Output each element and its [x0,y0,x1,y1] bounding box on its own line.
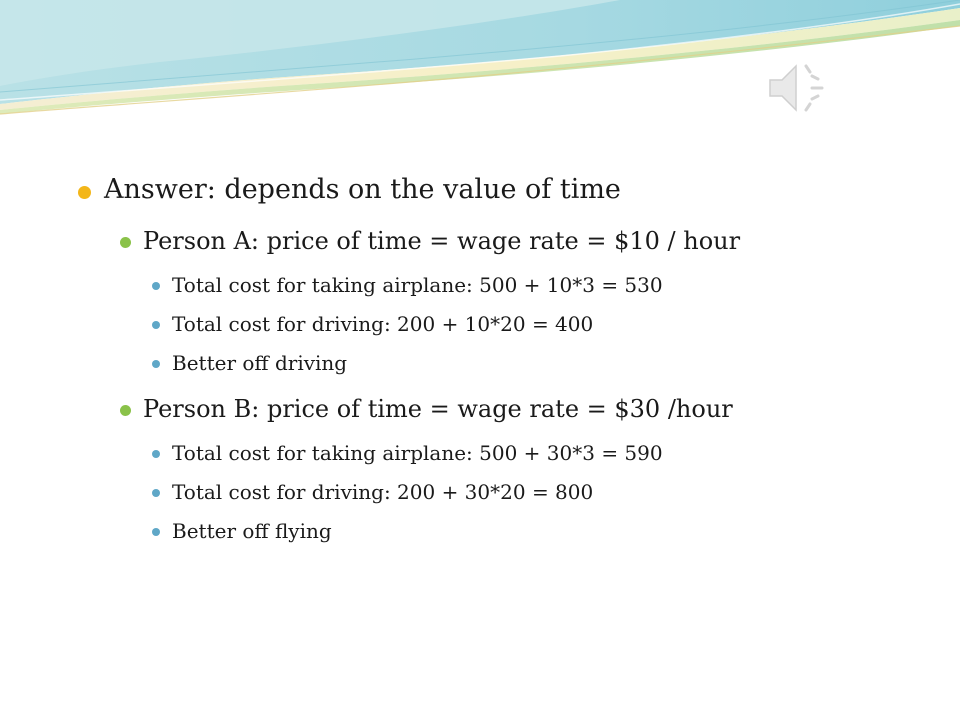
bullet-answer [104,174,621,205]
bullet-marker [120,237,131,248]
bullet-text: Better off flying [172,519,332,543]
bullet-person-a [143,227,740,255]
bullet-marker [152,450,160,458]
bullet-marker [152,528,160,536]
bullet-text: Better off driving [172,351,348,375]
bullet-text: Total cost for driving: 200 + 10*20 = 400 [172,312,594,336]
bullet-marker [152,321,160,329]
bullet-text: Total cost for taking airplane: 500 + 10*3 = 530 [172,273,663,297]
bullet-a-driving [172,312,593,336]
bullet-a-airplane [172,273,663,297]
bullet-text: Total cost for taking airplane: 500 + 30*3 = 590 [172,441,663,465]
bullet-text: Total cost for driving: 200 + 30*20 = 800 [172,480,594,504]
bullet-marker [152,282,160,290]
bullet-person-b [143,395,733,423]
bullet-text: Answer: depends on the value of time [104,174,621,205]
bullet-b-driving [172,480,593,504]
bullet-text: Person B: price of time = wage rate = $30 /hour [143,395,733,423]
bullet-text: Person A: price of time = wage rate = $10 / hour [143,227,741,255]
bullet-marker [152,360,160,368]
bullet-marker [152,489,160,497]
bullet-a-result [172,351,347,375]
bullet-marker [78,186,91,199]
bullet-b-airplane [172,441,663,465]
bullet-marker [120,405,131,416]
bullet-b-result [172,519,332,543]
